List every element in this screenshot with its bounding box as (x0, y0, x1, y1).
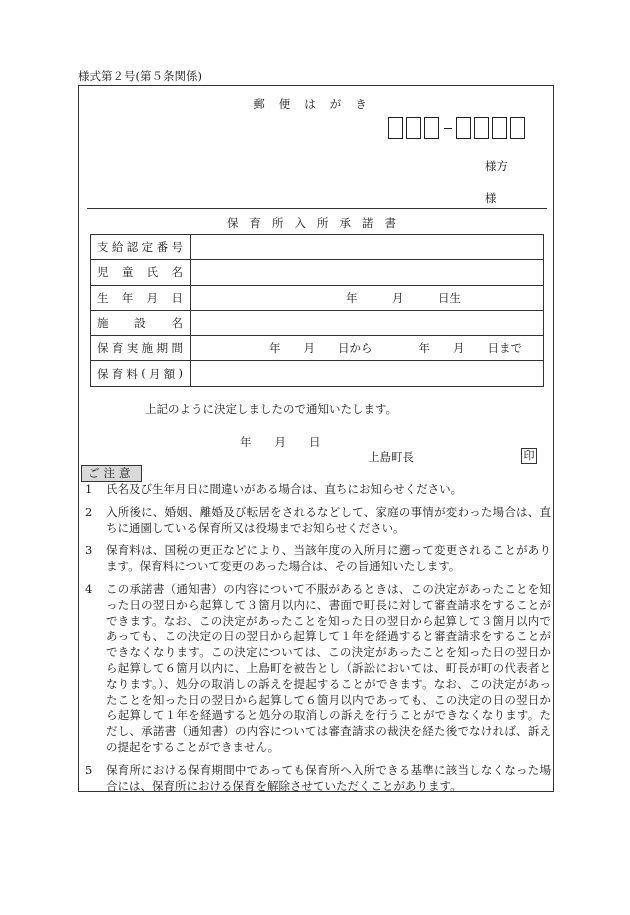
note-number: 3 (85, 543, 93, 558)
row-label (91, 361, 191, 386)
list-item (85, 543, 551, 575)
document-title: 保育所入所承諾書 (227, 216, 407, 230)
info-table (90, 234, 544, 387)
postal-dash (444, 128, 452, 129)
issuer-name: 上島町長 (368, 450, 414, 464)
note-text: この承諾書（通知書）の内容について不服があるときは、この決定があったことを知った日の翌日から起算して３箇月以内に、書面で町長に対して審査請求をすることができます。なお、この決定があったことを知った日の翌日から起算して３箇月以内であっても、この決定の日の翌日から起算して１年を経過すると審査請求をすることができなくなります。この決定については、この決定があったことを知った日の翌日から起算して６箇月以内に、上島町を被告とし（訴訟においては、町長が町の代表者となります。）、処分の取消しの訴えを提起することができます。なお、この決定があったことを知った日の翌日から起算して６箇月以内であっても、この決定の日の翌日から起算して１年を経過すると処分の取消しの訴えを行うことができなくなります。ただし、承諾書（通知書）の内容については審査請求の裁決を経た後でなければ、訴えの提起をすることができません。 (106, 581, 551, 754)
postcard-title: 郵便はがき (253, 97, 381, 111)
table-row (91, 336, 544, 361)
notes-list (85, 482, 551, 801)
list-item (85, 582, 551, 756)
row-value (191, 260, 544, 285)
table-row (91, 361, 544, 386)
note-text: 氏名及び生年月日に間違いがある場合は、直ちにお知らせください。 (106, 482, 463, 496)
row-label-text: 保 育 実 施 期 間 (97, 341, 183, 356)
row-label-text: 支 給 認 定 番 号 (97, 240, 183, 255)
list-item (85, 763, 551, 795)
note-number: 4 (85, 581, 93, 596)
seal-mark: 印 (521, 448, 537, 464)
postal-digit-box (510, 117, 525, 139)
table-row (91, 285, 544, 310)
row-value: 年 月 日生 (191, 285, 544, 310)
postal-digit-box (406, 117, 421, 139)
note-number: 2 (85, 504, 93, 519)
row-value (191, 235, 544, 260)
row-label-text: 児 童 氏 名 (97, 265, 183, 280)
postal-digit-box (456, 117, 471, 139)
list-item (85, 505, 551, 537)
table-row (91, 310, 544, 335)
row-label (91, 285, 191, 310)
postal-digit-box (492, 117, 507, 139)
addressee-suffix: 様 (485, 191, 497, 205)
postal-code-boxes (388, 116, 528, 140)
note-number: 1 (85, 482, 93, 496)
addressee-suffix-household: 様方 (485, 159, 508, 173)
list-item (85, 482, 551, 498)
row-value (191, 310, 544, 335)
row-label-text: 施 設 名 (97, 316, 183, 331)
row-label (91, 336, 191, 361)
note-text: 保育料は、国税の更正などにより、当該年度の入所月に遡って変更されることがあります。保育料について変更のあった場合は、その旨通知いたします。 (106, 543, 551, 574)
row-label (91, 235, 191, 260)
note-text: 保育所における保育期間中であっても保育所へ入所できる基準に該当しなくなった場合には、保育所における保育を解除させていただくことがあります。 (106, 762, 551, 793)
table-row (91, 260, 544, 285)
postal-digit-box (388, 117, 403, 139)
row-label-text: 生 年 月 日 (97, 290, 183, 305)
postal-digit-box (424, 117, 439, 139)
document-frame (78, 85, 554, 792)
row-label-text: 保 育 料 ( 月 額 ) (97, 365, 183, 381)
row-value: 年 月 日から 年 月 日まで (191, 336, 544, 361)
note-number: 5 (85, 762, 93, 777)
note-text: 入所後に、婚姻、離婚及び転居をされるなどして、家庭の事情が変わった場合は、直ちに通園している保育所又は役場までお知らせください。 (106, 504, 551, 535)
table-row (91, 235, 544, 260)
row-label (91, 260, 191, 285)
form-number-label: 様式第２号(第５条関係) (78, 69, 202, 83)
divider (87, 208, 547, 209)
notice-text: 上記のように決定しましたので通知いたします。 (145, 402, 398, 416)
caution-header: ご注意 (81, 465, 142, 482)
issue-date: 年 月 日 (240, 435, 321, 449)
row-label (91, 310, 191, 335)
postal-digit-box (474, 117, 489, 139)
row-value (191, 361, 544, 386)
